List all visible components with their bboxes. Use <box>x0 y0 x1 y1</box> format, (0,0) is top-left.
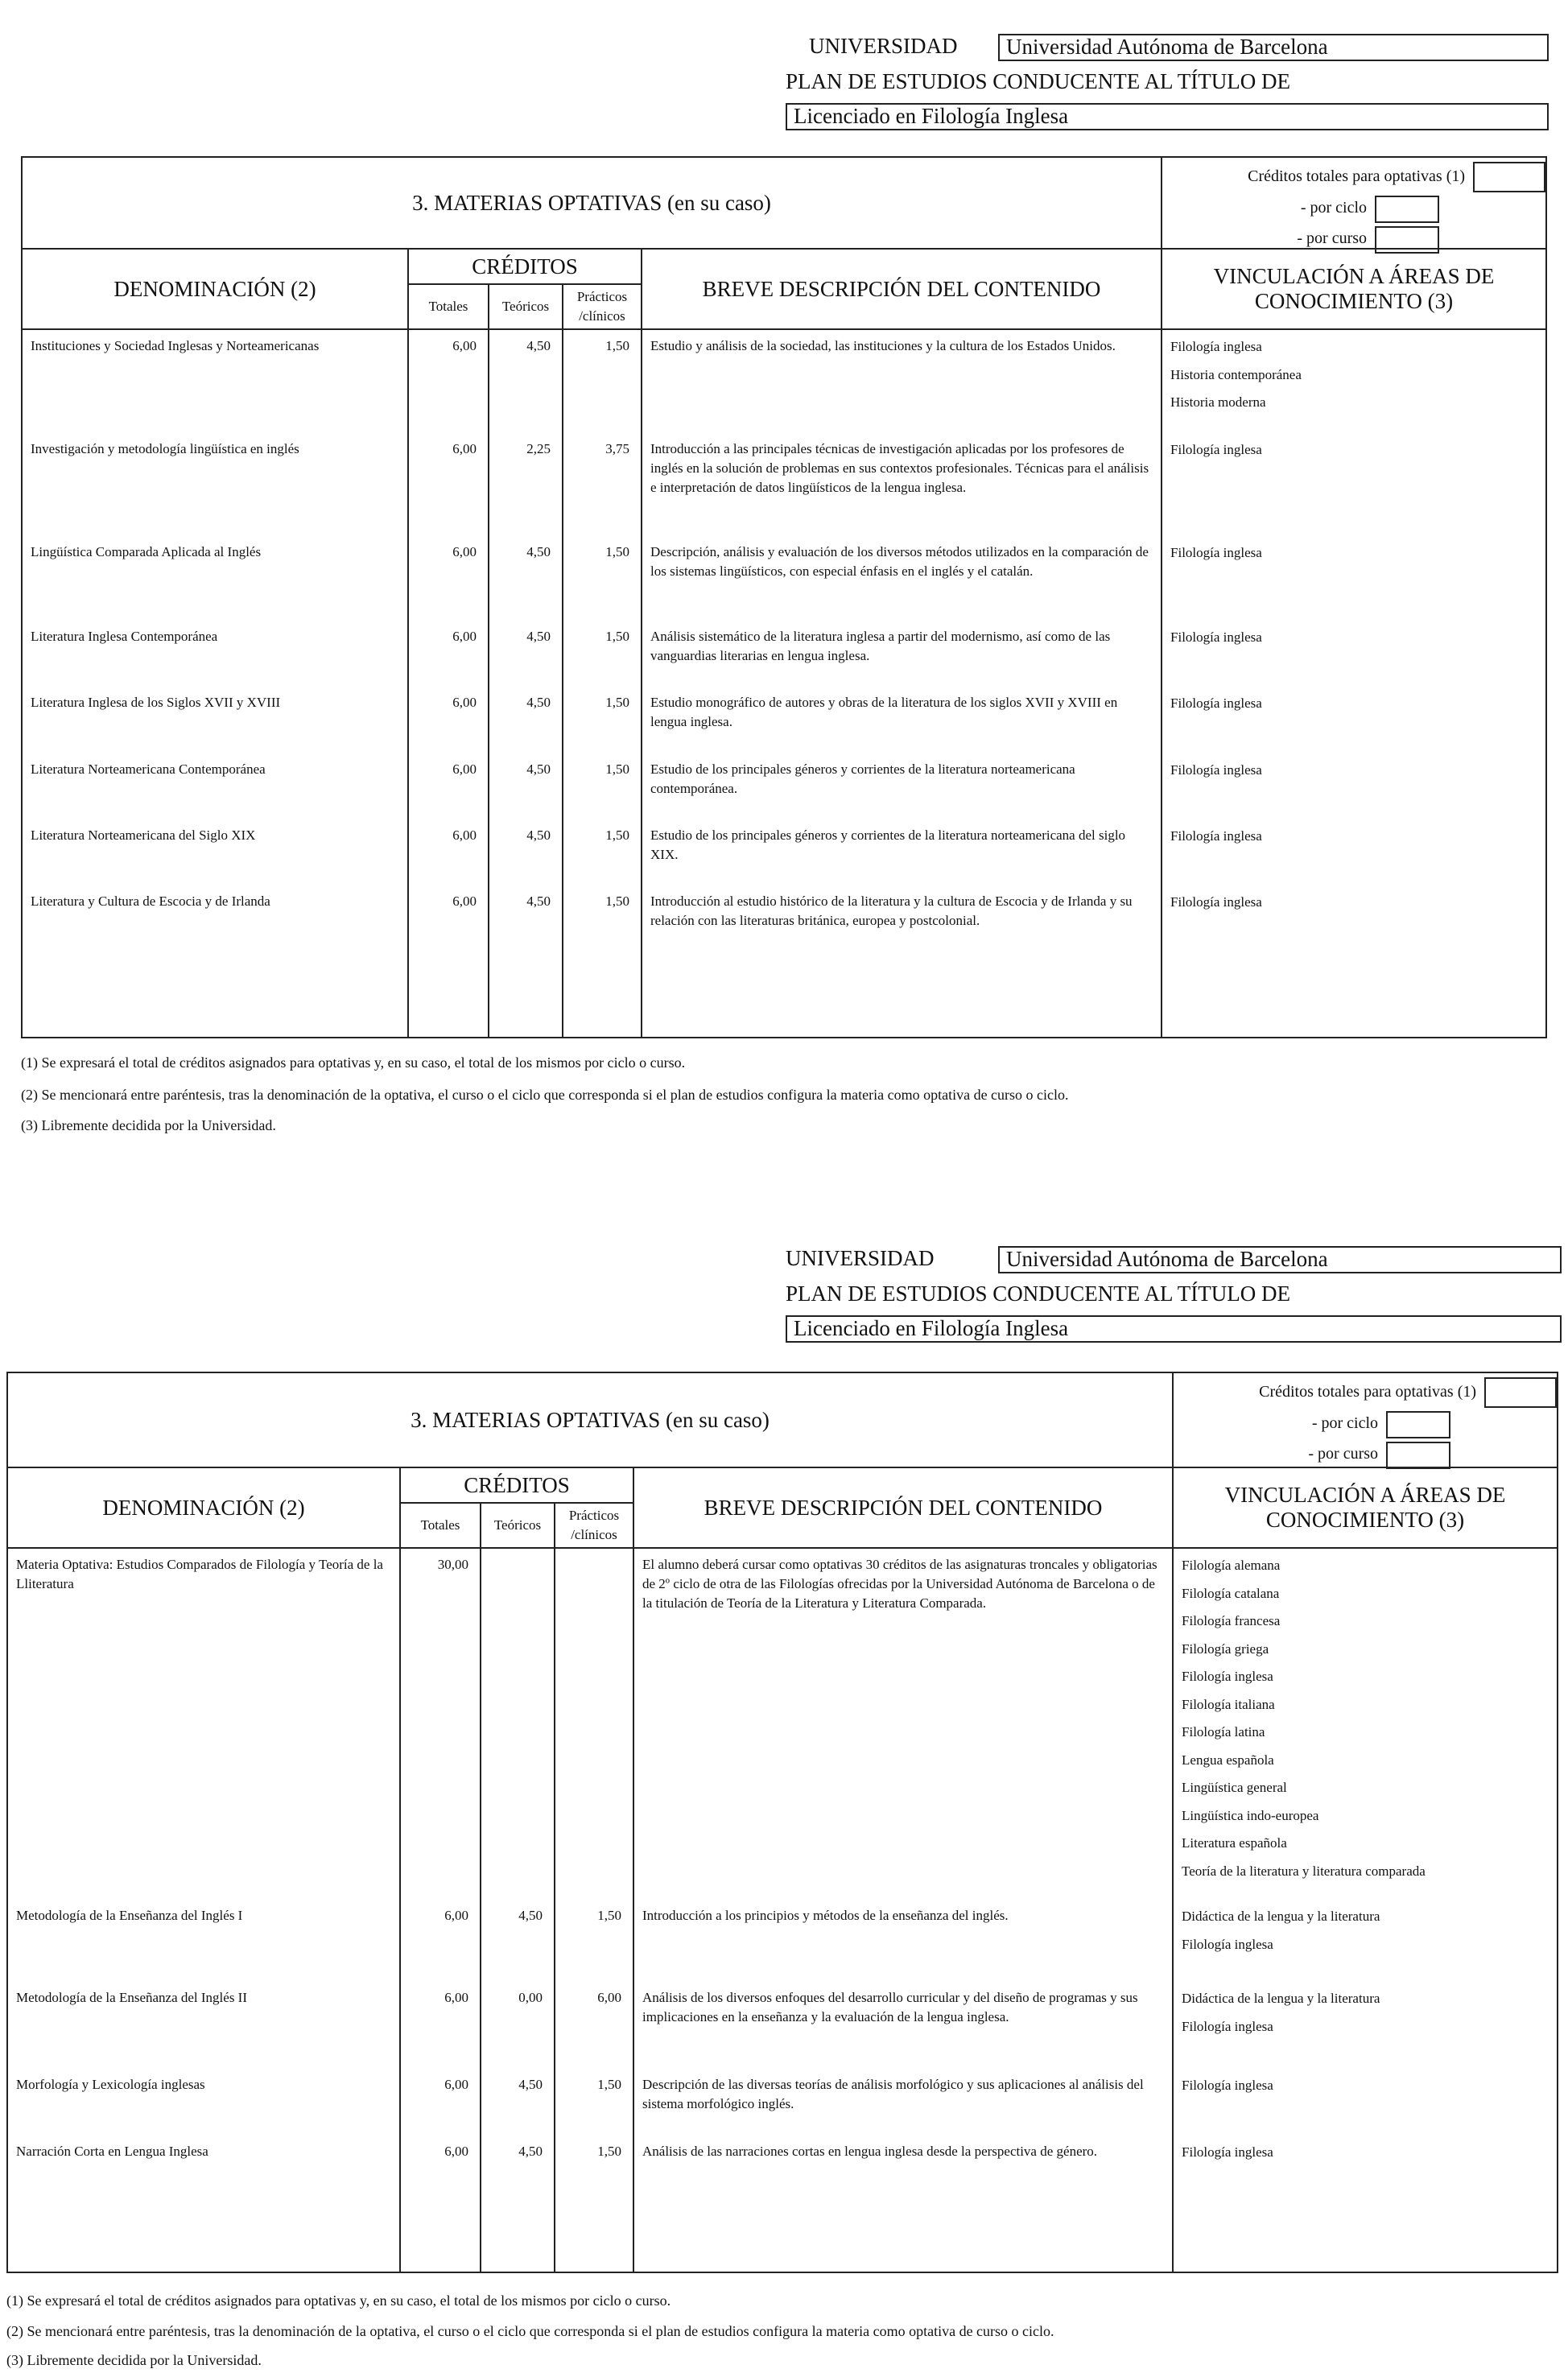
page-1 <box>0 0 1568 1183</box>
denominacion-column <box>7 1548 400 2272</box>
area-item: Filología latina <box>1182 1724 1265 1740</box>
row-totales: 6,00 <box>452 695 477 710</box>
col-vinculacion: VINCULACIÓN A ÁREAS DE CONOCIMIENTO (3) <box>1173 1467 1558 1548</box>
col-teoricos: Teóricos <box>481 1503 555 1548</box>
titulo-field: Licenciado en Filología Inglesa <box>786 103 1549 130</box>
row-areas <box>1162 624 1545 655</box>
page-2 <box>0 1214 1568 2373</box>
row-teoricos: 4,50 <box>526 893 551 909</box>
row-totales: 6,00 <box>444 1908 468 1923</box>
area-item: Didáctica de la lengua y la literatura <box>1182 1991 1380 2006</box>
area-item: Filología inglesa <box>1170 894 1262 910</box>
row-teoricos: 4,50 <box>526 761 551 777</box>
creditos-totales-box: Créditos totales para optativas (1) - por ciclo - por curso <box>1248 161 1545 254</box>
row-areas <box>1174 1903 1557 1962</box>
area-item: Filología inglesa <box>1182 1669 1273 1684</box>
area-item: Historia contemporánea <box>1170 366 1302 382</box>
area-item: Filología italiana <box>1182 1696 1275 1712</box>
col-vinculacion: VINCULACIÓN A ÁREAS DE CONOCIMIENTO (3) <box>1162 249 1546 329</box>
row-practicos: 1,50 <box>605 629 629 644</box>
plan-label: PLAN DE ESTUDIOS CONDUCENTE AL TÍTULO DE <box>786 1281 1290 1306</box>
area-item: Filología inglesa <box>1170 828 1262 844</box>
col-descripcion: BREVE DESCRIPCIÓN DEL CONTENIDO <box>633 1467 1173 1548</box>
row-descripcion: Introducción al estudio histórico de la literatura y la cultura de Escocia y de Irlanda y su relación con las literaturas británica, europea y postcolonial. <box>650 893 1133 928</box>
row-areas <box>1174 1985 1557 2044</box>
row-denominacion: Narración Corta en Lengua Inglesa <box>16 2144 208 2159</box>
area-item: Lingüística indo-europea <box>1182 1807 1319 1823</box>
area-item: Filología inglesa <box>1170 762 1262 778</box>
footnote-3: (3) Libremente decidida por la Universidad. <box>6 2352 262 2368</box>
area-item: Filología inglesa <box>1170 442 1262 457</box>
row-descripcion: Estudio monográfico de autores y obras de la literatura de los siglos XVII y XVIII en lengua inglesa. <box>650 695 1118 729</box>
area-item: Filología francesa <box>1182 1613 1281 1628</box>
col-descripcion: BREVE DESCRIPCIÓN DEL CONTENIDO <box>642 249 1162 329</box>
row-denominacion: Literatura Inglesa Contemporánea <box>31 629 218 644</box>
denominacion-column <box>22 329 408 1038</box>
area-item: Filología inglesa <box>1170 545 1262 560</box>
row-descripcion: Estudio de los principales géneros y corrientes de la literatura norteamericana contemporánea. <box>650 761 1075 796</box>
col-teoricos: Teóricos <box>489 284 563 329</box>
row-totales: 30,00 <box>437 1557 468 1572</box>
row-areas <box>1162 436 1545 468</box>
row-practicos: 1,50 <box>597 2144 621 2159</box>
row-totales: 6,00 <box>452 629 477 644</box>
descripcion-column <box>642 329 1162 1038</box>
plan-label: PLAN DE ESTUDIOS CONDUCENTE AL TÍTULO DE <box>786 69 1290 93</box>
row-denominacion: Morfología y Lexicología inglesas <box>16 2077 205 2092</box>
row-areas <box>1174 2072 1557 2103</box>
universidad-field: Universidad Autónoma de Barcelona <box>998 34 1549 61</box>
area-item: Filología griega <box>1182 1640 1269 1657</box>
row-teoricos: 4,50 <box>526 338 551 353</box>
col-practicos: Prácticos /clínicos <box>563 284 642 329</box>
area-item: Didáctica de la lengua y la literatura <box>1182 1909 1380 1924</box>
row-denominacion: Literatura y Cultura de Escocia y de Irlanda <box>31 893 270 909</box>
area-item: Literatura española <box>1182 1835 1287 1851</box>
row-totales: 6,00 <box>444 2144 468 2159</box>
row-practicos: 1,50 <box>605 695 629 710</box>
row-denominacion: Investigación y metodología lingüística en inglés <box>31 441 299 456</box>
row-teoricos: 4,50 <box>518 2077 543 2092</box>
row-areas <box>1162 823 1545 854</box>
row-teoricos: 4,50 <box>518 1908 543 1923</box>
col-practicos: Prácticos /clínicos <box>555 1503 633 1548</box>
footnote-2: (2) Se mencionará entre paréntesis, tras la denominación de la optativa, el curso o el ciclo que corresponda si el plan de estudios configura la materia como optativa de curso o ciclo. <box>6 2323 1054 2339</box>
row-areas <box>1162 690 1545 721</box>
area-item: Filología alemana <box>1182 1558 1281 1573</box>
row-practicos: 1,50 <box>597 1908 621 1923</box>
row-areas <box>1162 333 1545 420</box>
materias-optativas-table <box>6 1372 1558 2273</box>
col-totales: Totales <box>408 284 489 329</box>
area-item: Historia moderna <box>1170 394 1266 410</box>
area-item: Filología inglesa <box>1170 629 1262 645</box>
col-creditos: CRÉDITOS <box>408 249 642 284</box>
row-totales: 6,00 <box>452 893 477 909</box>
row-denominacion: Literatura Norteamericana del Siglo XIX <box>31 827 256 843</box>
row-totales: 6,00 <box>452 544 477 559</box>
row-totales: 6,00 <box>444 2077 468 2092</box>
row-areas <box>1162 539 1545 571</box>
row-practicos: 1,50 <box>605 761 629 777</box>
universidad-label: UNIVERSIDAD <box>809 34 958 58</box>
row-descripcion: Introducción a las principales técnicas de investigación aplicadas por los profesores de inglés en la solución de problemas en sus contextos profesionales. Técnicas para el análisis e interpretación de datos lingüísticos de la lengua inglesa. <box>650 441 1149 495</box>
row-denominacion: Literatura Norteamericana Contemporánea <box>31 761 266 777</box>
titulo-field: Licenciado en Filología Inglesa <box>786 1315 1562 1343</box>
footnote-1: (1) Se expresará el total de créditos asignados para optativas y, en su caso, el total de los mismos por ciclo o curso. <box>6 2293 671 2309</box>
descripcion-column <box>633 1548 1173 2272</box>
row-areas <box>1162 757 1545 788</box>
row-descripcion: Descripción, análisis y evaluación de los diversos métodos utilizados en la comparación de los sistemas lingüísticos, con especial énfasis en el inglés y el catalán. <box>650 544 1149 579</box>
row-practicos: 1,50 <box>605 893 629 909</box>
row-practicos: 1,50 <box>605 338 629 353</box>
row-teoricos: 0,00 <box>518 1990 543 2005</box>
area-item: Teoría de la literatura y literatura comparada <box>1182 1863 1426 1879</box>
universidad-field: Universidad Autónoma de Barcelona <box>998 1246 1562 1273</box>
row-totales: 6,00 <box>452 441 477 456</box>
area-item: Filología inglesa <box>1170 695 1262 711</box>
row-denominacion: Lingüística Comparada Aplicada al Inglés <box>31 544 262 559</box>
col-creditos: CRÉDITOS <box>400 1467 633 1503</box>
row-teoricos: 2,25 <box>526 441 551 456</box>
footnote-3: (3) Libremente decidida por la Universidad. <box>21 1117 276 1133</box>
area-item: Lingüística general <box>1182 1780 1287 1795</box>
table-title: 3. MATERIAS OPTATIVAS (en su caso) <box>22 157 1162 249</box>
row-descripcion: Análisis sistemático de la literatura inglesa a partir del modernismo, así como de las vanguardias literarias en lengua inglesa. <box>650 629 1111 663</box>
row-totales: 6,00 <box>452 338 477 353</box>
footnote-2: (2) Se mencionará entre paréntesis, tras la denominación de la optativa, el curso o el ciclo que corresponda si el plan de estudios configura la materia como optativa de curso o ciclo. <box>21 1087 1069 1103</box>
row-teoricos: 4,50 <box>526 695 551 710</box>
area-item: Filología inglesa <box>1182 2144 1273 2160</box>
row-denominacion: Metodología de la Enseñanza del Inglés I <box>16 1908 243 1923</box>
row-teoricos: 4,50 <box>526 827 551 843</box>
area-item: Filología catalana <box>1182 1585 1280 1601</box>
row-areas <box>1162 889 1545 920</box>
row-totales: 6,00 <box>452 761 477 777</box>
table-title: 3. MATERIAS OPTATIVAS (en su caso) <box>7 1372 1173 1467</box>
row-denominacion: Literatura Inglesa de los Siglos XVII y XVIII <box>31 695 281 710</box>
footnote-1: (1) Se expresará el total de créditos asignados para optativas y, en su caso, el total de los mismos por ciclo o curso. <box>21 1054 686 1071</box>
row-practicos: 1,50 <box>597 2077 621 2092</box>
row-teoricos: 4,50 <box>518 2144 543 2159</box>
row-teoricos: 4,50 <box>526 629 551 644</box>
row-denominacion: Metodología de la Enseñanza del Inglés II <box>16 1990 248 2005</box>
row-totales: 6,00 <box>452 827 477 843</box>
vinculacion-column <box>1162 329 1546 1038</box>
row-totales: 6,00 <box>444 1990 468 2005</box>
row-descripcion: El alumno deberá cursar como optativas 30 créditos de las asignaturas troncales y obligatorias de 2º ciclo de otra de las Filologías ofrecidas por la Universidad Autónoma de Barcelona o de la titulación de Teoría de la Literatura y Literatura Comparada. <box>642 1557 1157 1611</box>
row-areas <box>1174 2139 1557 2170</box>
row-practicos: 1,50 <box>605 544 629 559</box>
row-practicos: 1,50 <box>605 827 629 843</box>
area-item: Filología inglesa <box>1182 2078 1273 2093</box>
row-denominacion: Instituciones y Sociedad Inglesas y Norteamericanas <box>31 338 320 353</box>
vinculacion-column <box>1173 1548 1558 2272</box>
row-practicos <box>555 1552 633 1558</box>
row-areas <box>1174 1552 1557 1888</box>
row-descripcion: Análisis de las narraciones cortas en lengua inglesa desde la perspectiva de género. <box>642 2144 1098 2159</box>
area-item: Filología inglesa <box>1182 2018 1273 2034</box>
row-descripcion: Introducción a los principios y métodos de la enseñanza del inglés. <box>642 1908 1009 1923</box>
row-practicos: 3,75 <box>605 441 629 456</box>
row-descripcion: Descripción de las diversas teorías de análisis morfológico y sus aplicaciones al análisis del sistema morfológico inglés. <box>642 2077 1144 2111</box>
row-descripcion: Estudio y análisis de la sociedad, las instituciones y la cultura de los Estados Unidos. <box>650 338 1116 353</box>
materias-optativas-table <box>21 156 1547 1038</box>
universidad-label: UNIVERSIDAD <box>786 1246 935 1270</box>
area-item: Filología inglesa <box>1182 1936 1273 1952</box>
row-descripcion: Análisis de los diversos enfoques del desarrollo curricular y del diseño de programas y sus implicaciones en la enseñanza y la evaluación de la lengua inglesa. <box>642 1990 1138 2024</box>
row-denominacion: Materia Optativa: Estudios Comparados de Filología y Teoría de la Lliteratura <box>16 1557 383 1591</box>
area-item: Lengua española <box>1182 1752 1274 1768</box>
row-teoricos: 4,50 <box>526 544 551 559</box>
col-totales: Totales <box>400 1503 481 1548</box>
area-item: Filología inglesa <box>1170 339 1262 354</box>
row-teoricos <box>481 1552 554 1558</box>
col-denominacion: DENOMINACIÓN (2) <box>22 249 408 329</box>
row-practicos: 6,00 <box>597 1990 621 2005</box>
row-descripcion: Estudio de los principales géneros y corrientes de la literatura norteamericana del siglo XIX. <box>650 827 1126 862</box>
col-denominacion: DENOMINACIÓN (2) <box>7 1467 400 1548</box>
creditos-totales-box: Créditos totales para optativas (1) - por ciclo - por curso <box>1259 1376 1557 1469</box>
